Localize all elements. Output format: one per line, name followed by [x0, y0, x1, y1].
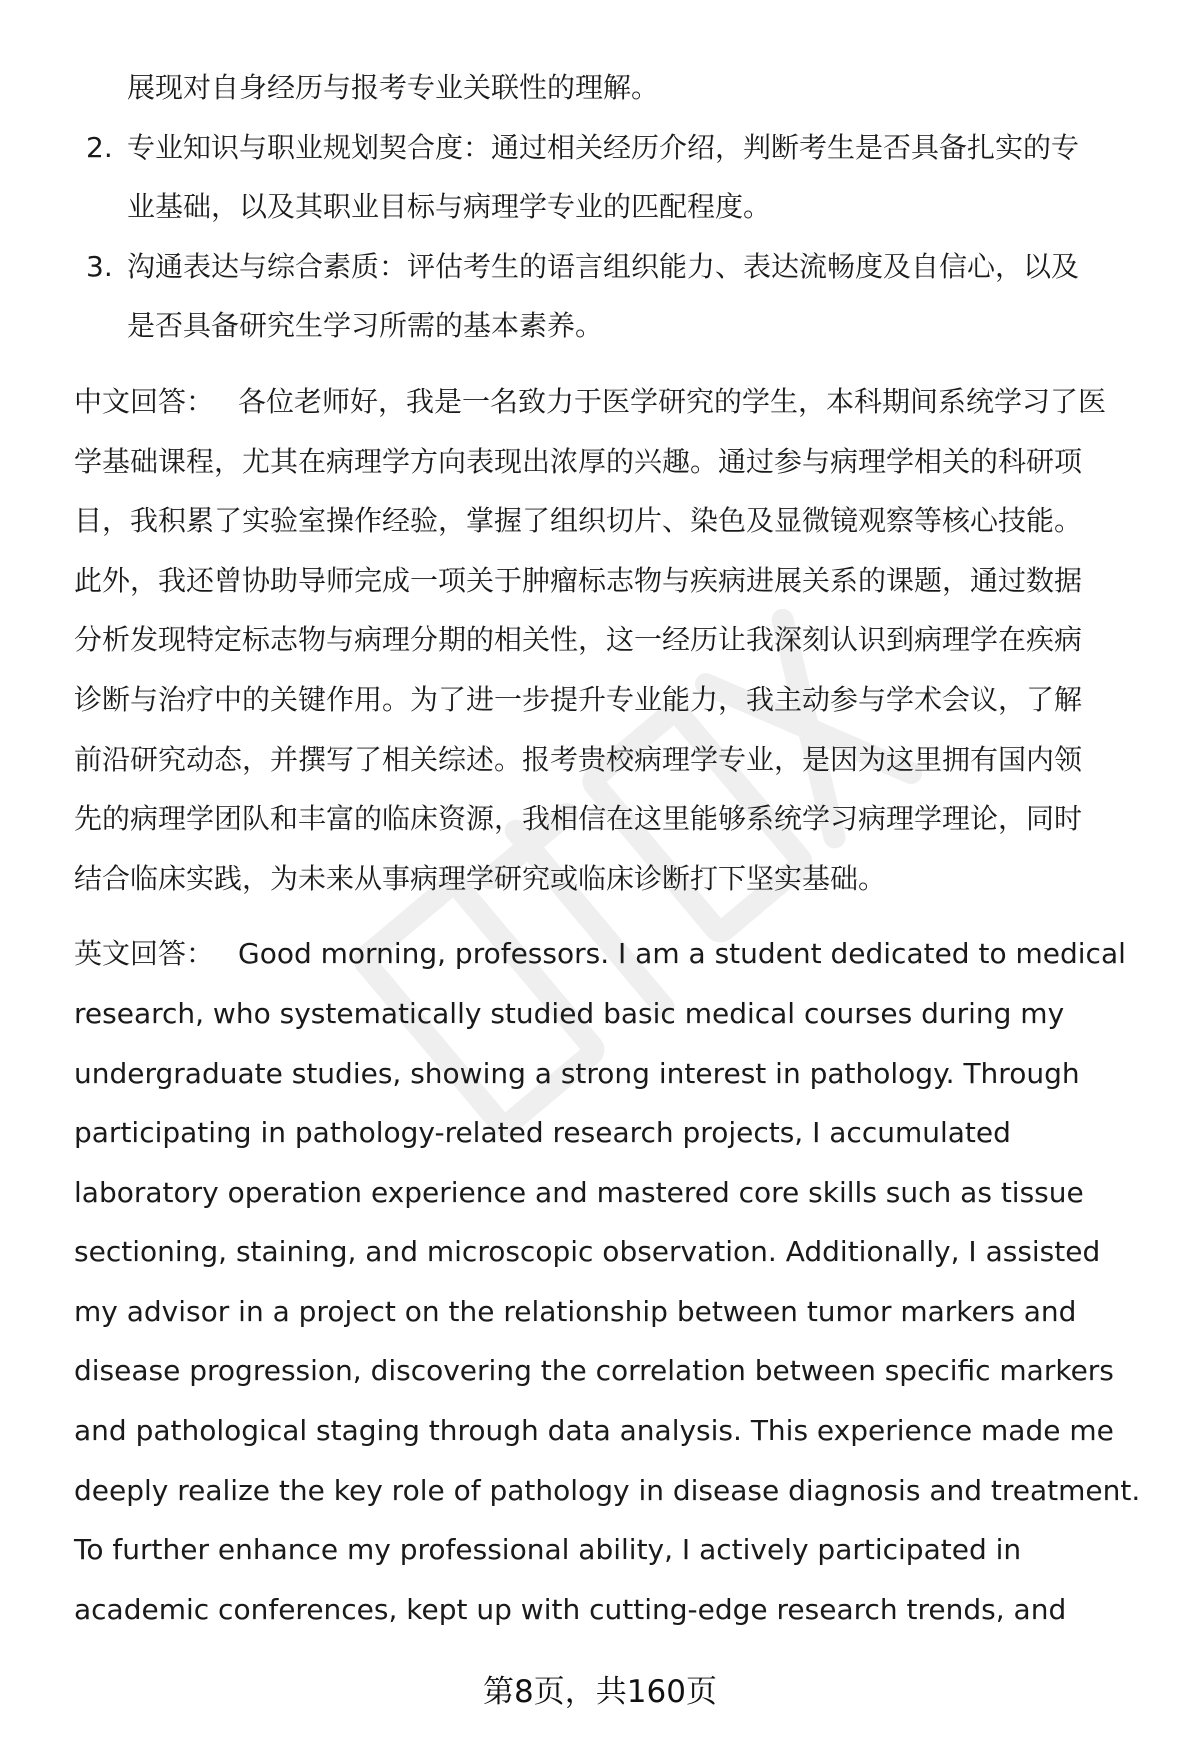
chinese-answer [74, 372, 1154, 908]
chinese-answer-line: 此外，我还曾协助导师完成一项关于肿瘤标志物与疾病进展关系的课题，通过数据 [74, 563, 1083, 597]
chinese-answer-line: 先的病理学团队和丰富的临床资源，我相信在这里能够系统学习病理学理论，同时 [74, 802, 1083, 836]
english-answer [74, 924, 1154, 1639]
english-answer-line: and pathological staging through data analysis. This experience made me [74, 1414, 1114, 1448]
english-answer-line: my advisor in a project on the relationship between tumor markers and [74, 1294, 1077, 1328]
english-answer-line: disease progression, discovering the correlation between specific markers [74, 1354, 1114, 1388]
english-answer-line: To further enhance my professional ability, I actively participated in [74, 1533, 1022, 1567]
criteria-item [74, 237, 1154, 356]
criteria-line: 业基础，以及其职业目标与病理学专业的匹配程度。 [127, 190, 772, 224]
chinese-answer-line: 结合临床实践，为未来从事病理学研究或临床诊断打下坚实基础。 [74, 861, 887, 895]
chinese-answer-line: 诊断与治疗中的关键作用。为了进一步提升专业能力，我主动参与学术会议，了解 [74, 682, 1083, 716]
english-answer-line: research, who systematically studied basic medical courses during my [74, 996, 1065, 1030]
chinese-answer-line: 学基础课程，尤其在病理学方向表现出浓厚的兴趣。通过参与病理学相关的科研项 [74, 444, 1083, 478]
intro-line: 展现对自身经历与报考专业关联性的理解。 [127, 71, 660, 104]
english-answer-line: sectioning, staining, and microscopic observation. Additionally, I assisted [74, 1235, 1101, 1269]
chinese-answer-label: 中文回答： [74, 384, 215, 418]
document-body [74, 58, 1154, 1639]
chinese-answer-line: 各位老师好，我是一名致力于医学研究的学生，本科期间系统学习了医 [238, 384, 1107, 418]
criteria-list [74, 118, 1154, 356]
chinese-answer-line: 分析发现特定标志物与病理分期的相关性，这一经历让我深刻认识到病理学在疾病 [74, 623, 1083, 657]
english-answer-line: deeply realize the key role of pathology in disease diagnosis and treatment. [74, 1473, 1141, 1507]
criteria-item [74, 118, 1154, 237]
criteria-line: 专业知识与职业规划契合度：通过相关经历介绍，判断考生是否具备扎实的专 [127, 130, 1080, 164]
criteria-number: 2. [86, 130, 113, 164]
english-answer-line: undergraduate studies, showing a strong interest in pathology. Through [74, 1056, 1080, 1090]
english-answer-label: 英文回答： [74, 937, 215, 971]
english-answer-line: laboratory operation experience and mastered core skills such as tissue [74, 1175, 1084, 1209]
english-answer-line: participating in pathology-related research projects, I accumulated [74, 1116, 1011, 1150]
chinese-answer-line: 前沿研究动态，并撰写了相关综述。报考贵校病理学专业，是因为这里拥有国内领 [74, 742, 1083, 776]
english-answer-first-line [74, 924, 1154, 984]
criteria-line: 是否具备研究生学习所需的基本素养。 [127, 309, 604, 343]
english-answer-line: academic conferences, kept up with cutting-edge research trends, and [74, 1592, 1067, 1626]
criteria-line: 沟通表达与综合素质：评估考生的语言组织能力、表达流畅度及自信心，以及 [127, 249, 1080, 283]
criteria-number: 3. [86, 249, 113, 283]
chinese-answer-first-line [74, 372, 1154, 432]
page-number-footer: 第8页，共160页 [483, 1674, 717, 1710]
english-answer-line: Good morning, professors. I am a student dedicated to medical [238, 937, 1126, 971]
chinese-answer-line: 目，我积累了实验室操作经验，掌握了组织切片、染色及显微镜观察等核心技能。 [74, 504, 1083, 538]
